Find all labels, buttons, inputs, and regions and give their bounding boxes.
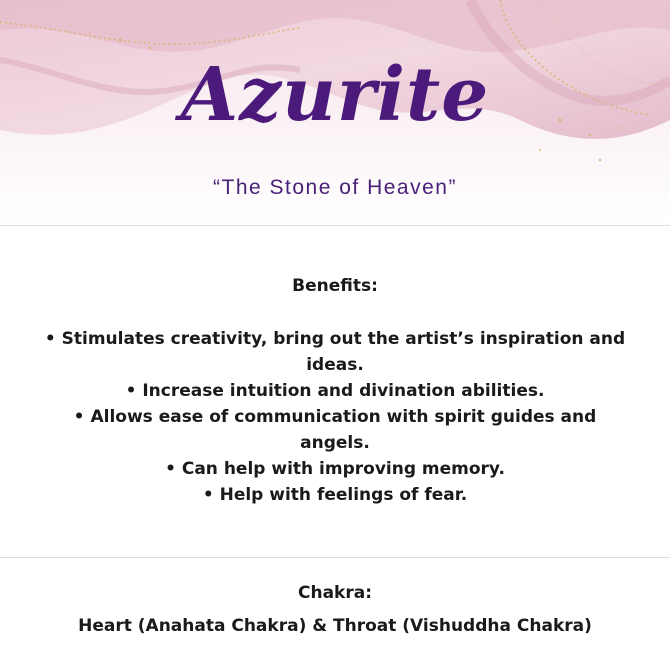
benefit-item: • Increase intuition and divination abilities. [125, 381, 545, 401]
bottom-divider [0, 557, 670, 558]
top-divider [0, 225, 670, 226]
benefits-section [40, 273, 630, 508]
chakra-heading: Chakra: [297, 583, 372, 603]
chakra-section [20, 580, 650, 639]
chakra-value: Heart (Anahata Chakra) & Throat (Vishuddha Chakra) [78, 616, 592, 636]
benefit-item: • Help with feelings of fear. [202, 485, 468, 505]
page-subtitle: “The Stone of Heaven” [213, 176, 457, 199]
page-title: Azurite [180, 52, 490, 138]
benefit-item: • Can help with improving memory. [165, 459, 505, 479]
benefits-heading: Benefits: [292, 276, 378, 296]
benefit-item: • Stimulates creativity, bring out the artist’s inspiration and ideas. [44, 329, 626, 375]
benefits-list [40, 326, 630, 508]
benefit-item: • Allows ease of communication with spirit guides and angels. [73, 407, 597, 453]
